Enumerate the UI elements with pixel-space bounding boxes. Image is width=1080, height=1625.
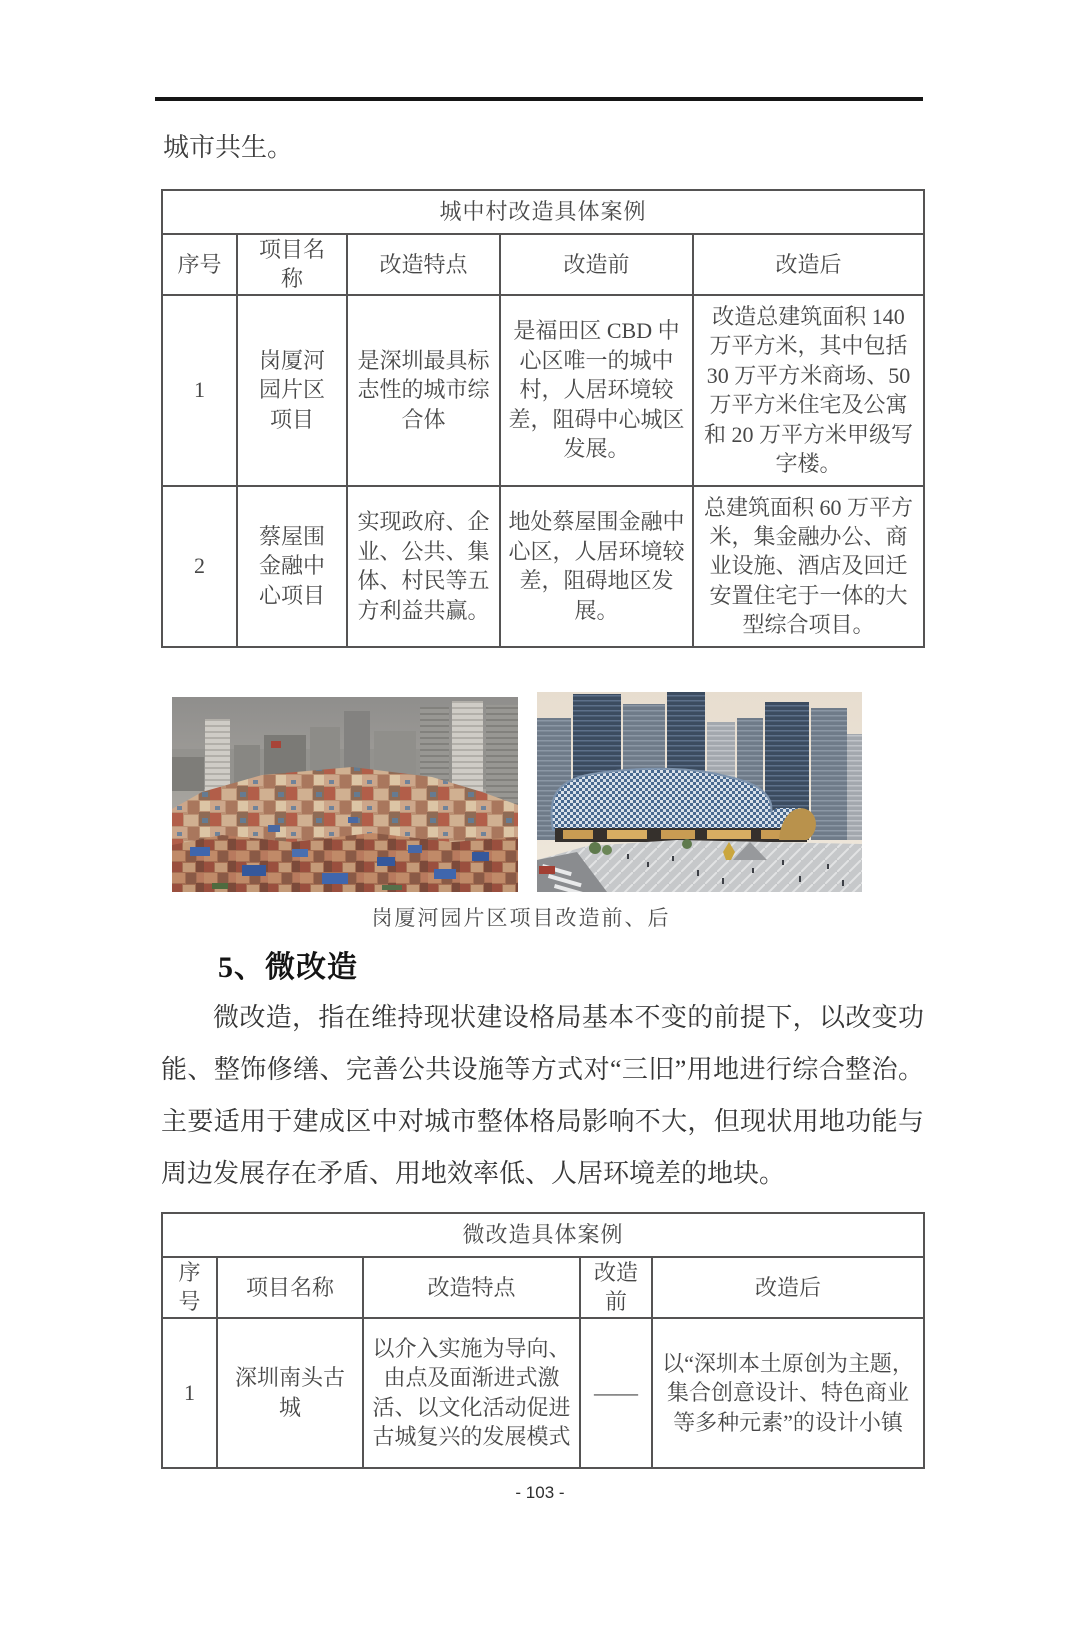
col-header-no: 序号 [162, 234, 237, 295]
col-header-after: 改造后 [652, 1257, 924, 1318]
before-photo [172, 697, 518, 892]
after-photo [537, 692, 862, 892]
cell-no: 1 [162, 1318, 217, 1468]
col-header-feature: 改造特点 [363, 1257, 580, 1318]
table-row [162, 1318, 924, 1468]
section-heading: 5、微改造 [218, 950, 358, 984]
cell-after: 以“深圳本土原创为主题，集合创意设计、特色商业等多种元素”的设计小镇 [652, 1318, 924, 1468]
table-title-row [162, 190, 924, 234]
table1-title: 城中村改造具体案例 [162, 190, 924, 234]
before-after-figure [172, 692, 1080, 892]
micro-renewal-case-table [161, 1212, 925, 1469]
cell-feature: 实现政府、企业、公共、集体、村民等五方利益共赢。 [347, 486, 500, 647]
cell-after: 总建筑面积 60 万平方米，集金融办公、商业设施、酒店及回迁安置住宅于一体的大型综合项目。 [693, 486, 924, 647]
cell-feature: 以介入实施为导向、由点及面渐进式激活、以文化活动促进古城复兴的发展模式 [363, 1318, 580, 1468]
cell-project-name: 蔡屋围金融中心项目 [237, 486, 347, 647]
table2-header-row [162, 1257, 924, 1318]
table-row [162, 486, 924, 647]
cell-after: 改造总建筑面积 140 万平方米，其中包括 30 万平方米商场、50 万平方米住宅及公寓和 20 万平方米甲级写字楼。 [693, 295, 924, 486]
figure-caption: 岗厦河园片区项目改造前、后 [371, 905, 671, 930]
table2-title: 微改造具体案例 [162, 1213, 924, 1257]
cell-project-name: 深圳南头古城 [217, 1318, 363, 1468]
table1-header-row [162, 234, 924, 295]
page-number: - 103 - [515, 1482, 565, 1502]
col-header-before: 改造前 [500, 234, 693, 295]
body-paragraph: 微改造，指在维持现状建设格局基本不变的前提下，以改变功能、整饰修缮、完善公共设施等方式对“三旧”用地进行综合整治。主要适用于建成区中对城市整体格局影响不大，但现状用地功能与周边发展存在矛盾、用地效率低、人居环境差的地块。 [161, 1002, 924, 1188]
cell-no: 2 [162, 486, 237, 647]
col-header-project-name: 项目名称 [237, 234, 347, 295]
village-renewal-case-table [161, 189, 925, 648]
col-header-no: 序号 [162, 1257, 217, 1318]
table-title-row [162, 1213, 924, 1257]
col-header-before: 改造前 [580, 1257, 652, 1318]
intro-text: 城市共生。 [163, 133, 294, 162]
cell-feature: 是深圳最具标志性的城市综合体 [347, 295, 500, 486]
cell-before: —— [580, 1318, 652, 1468]
cell-project-name: 岗厦河园片区项目 [237, 295, 347, 486]
cell-no: 1 [162, 295, 237, 486]
col-header-after: 改造后 [693, 234, 924, 295]
col-header-feature: 改造特点 [347, 234, 500, 295]
cell-before: 是福田区 CBD 中心区唯一的城中村，人居环境较差，阻碍中心城区发展。 [500, 295, 693, 486]
cell-before: 地处蔡屋围金融中心区，人居环境较差，阻碍地区发展。 [500, 486, 693, 647]
page-top-rule [155, 97, 923, 101]
col-header-project-name: 项目名称 [217, 1257, 363, 1318]
table-row [162, 295, 924, 486]
